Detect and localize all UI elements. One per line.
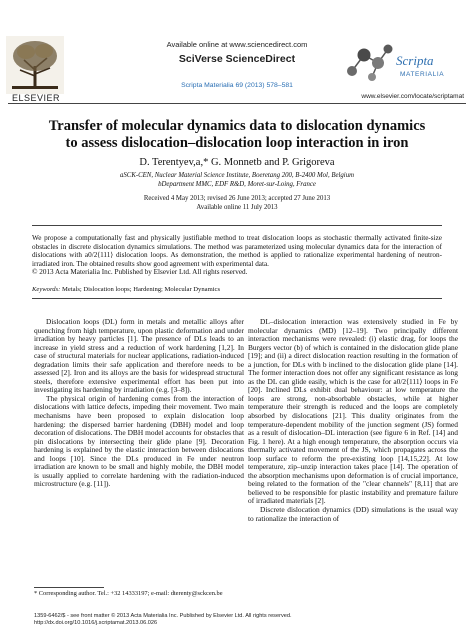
body-paragraph: Discrete dislocation dynamics (DD) simulations is the usual way to rationalize the interaction of bbox=[248, 505, 458, 523]
bottom-metadata bbox=[34, 613, 454, 627]
body-paragraph: DL–dislocation interaction was extensively studied in Fe by molecular dynamics (MD) [12–19]. Two principally different interaction mechanisms were revealed: (i) elastic drag, for loops the Burgers vector (b) of which is contained in the dislocation glide plane [19]; and (ii) a direct dislocation reaction resulting in the formation of a junction, for DLs with b inclined to the dislocation glide plane [14]. The former interaction does not offer any significant resistance as long as the DL can glide easily, which is the case for a0/2⟨111⟩ loops in Fe [20]. Inclined DLs exhibit dual behaviour: at low temperature the loops are strong, non-absorbable obstacles, while at higher temperature their strength is reduced and the loops are completely absorbed by dislocations [21]. This duality originates from the temperature-dependent mobility of the junction segment (JS) formed as a result of dislocation–DL interaction (see figure 6 in Ref. [14] and Fig. 1 here). At a high enough temperature, the absorption occurs via thermally activated movement of the JS, which propagates across the loop surface to reform the pre-existing loop [14,15,22]. At low temperature, zip–unzip interaction takes place [14]. The operation of the absorption mechanisms upon deformation is of crucial importance, being related to the formation of the "clear channels" [8,11] that are believed to be responsible for plastic instability and premature failure of irradiated materials [2]. bbox=[248, 317, 458, 506]
journal-homepage-url[interactable]: www.elsevier.com/locate/scriptamat bbox=[361, 93, 464, 100]
scripta-logo-word: Scripta bbox=[396, 53, 434, 68]
keywords-list: Metals; Dislocation loops; Hardening; Molecular Dynamics bbox=[61, 286, 221, 293]
scripta-materialia-logo bbox=[342, 41, 460, 83]
received-dates: Received 4 May 2013; revised 26 June 2013; accepted 27 June 2013 bbox=[143, 195, 331, 202]
body-paragraph: Dislocation loops (DL) form in metals and metallic alloys after quenching from high temperature, upon plastic deformation and under irradiation by heavy particles [1]. The presence of DLs leads to an increase in yield stress and a reduction of work hardening [1,2]. In case of structural materials for nuclear applications, radiation-induced degradation limits their safe application and therefore needs to be assessed [2]. Iron and its alloys are the basis for widespread structural steels, therefore extensive experimental effort has been put into investigating its hardening by irradiation (e.g. [3–8]). bbox=[34, 317, 244, 395]
sciverse-logo-text: SciVerse ScienceDirect bbox=[178, 53, 296, 65]
header-divider bbox=[8, 103, 466, 104]
corresponding-author-footnote: * Corresponding author. Tel.: +32 14333197; e-mail: dterenty@sckcen.be bbox=[34, 590, 223, 597]
body-paragraph: The physical origin of hardening comes from the interaction of dislocations with lattice defects, impeding their movement. Two main mechanisms have been proposed to explain dislocation loop hardening: the dispersed barrier hardening (DBH) model and loop decoration of dislocations. The DBH model accounts for obstacles that pin dislocations by intersecting their glide plane [9]. Decoration hardening is explained by the elastic interaction between dislocations and loops [10]. Since the DLs produced in Fe under neutron irradiation are known to be small and highly mobile, the DBH model is usually applied to correlate hardening with the radiation-induced microstructure (e.g. [11]). bbox=[34, 393, 244, 489]
available-online-date: Available online 11 July 2013 bbox=[196, 204, 278, 211]
abstract-top-rule bbox=[32, 225, 442, 226]
keywords bbox=[32, 286, 442, 293]
article-title-line-2: to assess dislocation–dislocation loop interaction in iron bbox=[65, 135, 409, 151]
materialia-logo-word: MATERIALIA bbox=[400, 71, 445, 78]
doi-link[interactable]: http://dx.doi.org/10.1016/j.scriptamat.2013.06.026 bbox=[34, 620, 158, 626]
publisher-logo-text: ELSEVIER bbox=[11, 93, 61, 103]
affiliation-a: aSCK-CEN, Nuclear Material Science Institute, Boeretang 200, B-2400 Mol, Belgium bbox=[119, 172, 354, 179]
footnote-rule bbox=[34, 587, 104, 588]
abstract bbox=[32, 234, 442, 277]
author-list: D. Terentyev,a,* G. Monnetb and P. Grigoreva bbox=[139, 157, 335, 168]
abstract-copyright: © 2013 Acta Materialia Inc. Published by Elsevier Ltd. All rights reserved. bbox=[32, 268, 248, 277]
available-online-text: Available online at www.sciencedirect.com bbox=[166, 40, 308, 49]
body-left-column bbox=[34, 318, 244, 489]
issn-line: 1359-6462/$ - see front matter © 2013 Acta Materialia Inc. Published by Elsevier Ltd. All rights reserved. bbox=[34, 613, 292, 619]
keywords-label: Keywords: bbox=[32, 286, 61, 293]
article-title bbox=[20, 118, 454, 152]
affiliation-b: bDepartment MMC, EDF R&D, Moret-sur-Loing, France bbox=[158, 181, 316, 188]
article-title-line-1: Transfer of molecular dynamics data to dislocation dynamics bbox=[48, 118, 426, 134]
abstract-text: We propose a computationally fast and physically justifiable method to treat dislocation loops as stochastic thermally activated finite-size obstacles in discrete dislocation dynamics simulations. The method was parameterized using molecular dynamics data for the interaction of dislocations with a0/2⟨111⟩ dislocation loops. As demonstration, the method is applied to rationalize experimental hardening of neutron-irradiated iron. The obtained results show good agreement with experimental data. bbox=[32, 234, 442, 268]
journal-citation-link[interactable]: Scripta Materialia 69 (2013) 578–581 bbox=[181, 82, 293, 89]
abstract-bottom-rule bbox=[32, 298, 442, 299]
body-right-column bbox=[248, 318, 458, 523]
